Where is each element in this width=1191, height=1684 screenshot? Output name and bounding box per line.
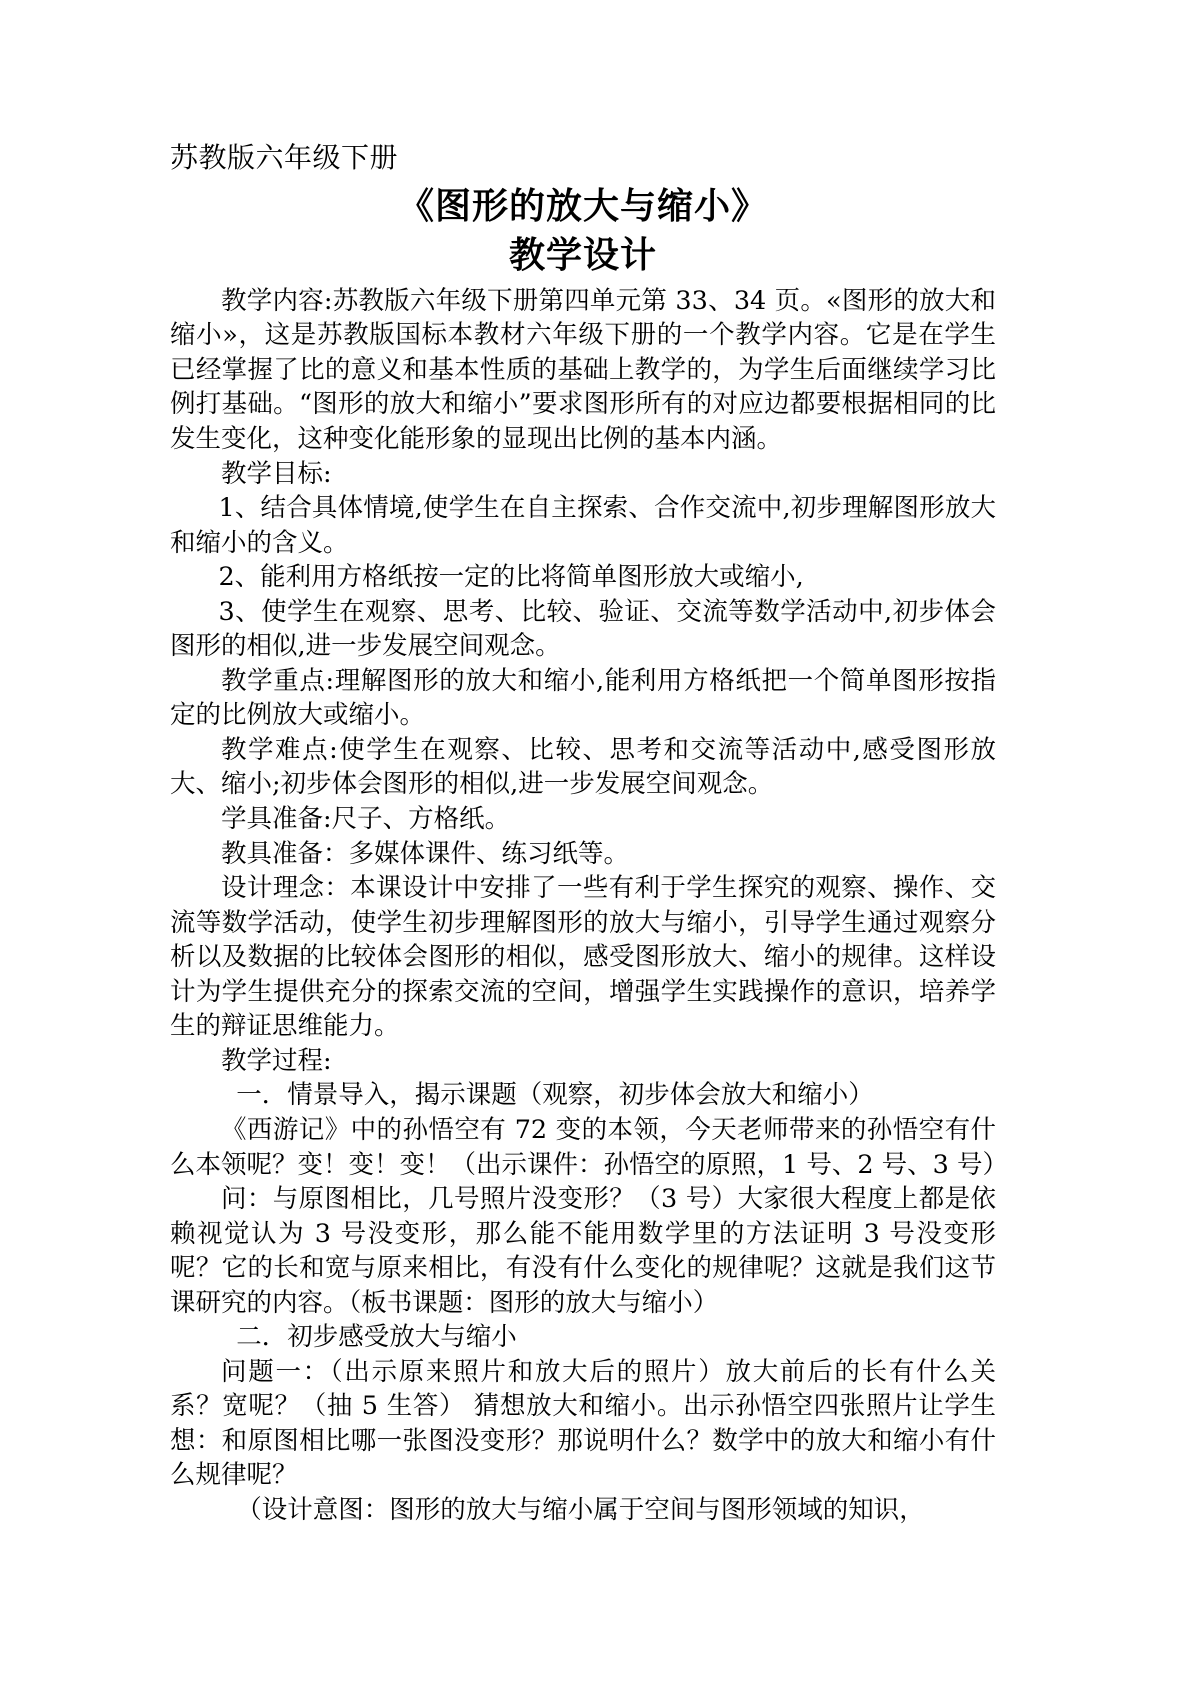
body-paragraph: 《西游记》中的孙悟空有 72 变的本领，今天老师带来的孙悟空有什么本领呢？变！变！变！（出示课件：孙悟空的原照，1 号、2 号、3 号） — [170, 1114, 1008, 1180]
document-body — [170, 284, 1008, 1528]
body-paragraph: （设计意图：图形的放大与缩小属于空间与图形领域的知识， — [236, 1494, 925, 1525]
body-paragraph: 问：与原图相比，几号照片没变形？（3 号）大家很大程度上都是依赖视觉认为 3 号没变形，那么能不能用数学里的方法证明 3 号没变形呢？它的长和宽与原来相比，有没有什么变化的规律呢？这就是我们这节课研究的内容。（板书课题：图形的放大与缩小） — [170, 1184, 996, 1318]
body-paragraph: 教学难点:使学生在观察、比较、思考和交流等活动中,感受图形放大、缩小;初步体会图形的相似,进一步发展空间观念。 — [170, 734, 996, 800]
body-paragraph: 3、使学生在观察、思考、比较、验证、交流等数学活动中,初步体会图形的相似,进一步发展空间观念。 — [170, 596, 996, 662]
body-paragraph: 教具准备：多媒体课件、练习纸等。 — [221, 838, 630, 869]
body-paragraph: 教学目标: — [221, 458, 332, 489]
body-paragraph: 问题一：（出示原来照片和放大后的照片）放大前后的长有什么关系？宽呢？（抽 5 生答） 猜想放大和缩小。出示孙悟空四张照片让学生想：和原图相比哪一张图没变形？那说明什么？数学中的放大和缩小有什么规律呢？ — [170, 1356, 996, 1491]
body-paragraph: 二．初步感受放大与缩小 — [236, 1322, 517, 1353]
body-paragraph: 设计理念：本课设计中安排了一些有利于学生探究的观察、操作、交流等数学活动，使学生初步理解图形的放大与缩小，引导学生通过观察分析以及数据的比较体会图形的相似，感受图形放大、缩小的规律。这样设计为学生提供充分的探索交流的空间，增强学生实践操作的意识，培养学生的辩证思维能力。 — [170, 873, 996, 1042]
body-paragraph: 教学过程: — [221, 1045, 332, 1076]
document-title-line-2: 教学设计 — [508, 233, 657, 276]
body-paragraph: 2、能利用方格纸按一定的比将简单图形放大或缩小, — [218, 562, 804, 593]
body-paragraph: 一．情景导入，揭示课题（观察，初步体会放大和缩小） — [236, 1080, 874, 1111]
document-title-line-1: 《图形的放大与缩小》 — [397, 184, 768, 227]
body-paragraph: 教学内容:苏教版六年级下册第四单元第 33、34 页。«图形的放大和缩小»，这是苏教版国标本教材六年级下册的一个教学内容。它是在学生已经掌握了比的意义和基本性质的基础上教学的，为学生后面继续学习比例打基础。“图形的放大和缩小”要求图形所有的对应边都要根据相同的比发生变化，这种变化能形象的显现出比例的基本内涵。 — [170, 285, 996, 455]
textbook-edition-subtitle: 苏教版六年级下册 — [170, 141, 399, 174]
body-paragraph: 1、结合具体情境,使学生在自主探索、合作交流中,初步理解图形放大和缩小的含义。 — [170, 493, 996, 558]
body-paragraph: 学具准备:尺子、方格纸。 — [221, 804, 511, 835]
body-paragraph: 教学重点:理解图形的放大和缩小,能利用方格纸把一个简单图形按指定的比例放大或缩小。 — [170, 665, 996, 731]
